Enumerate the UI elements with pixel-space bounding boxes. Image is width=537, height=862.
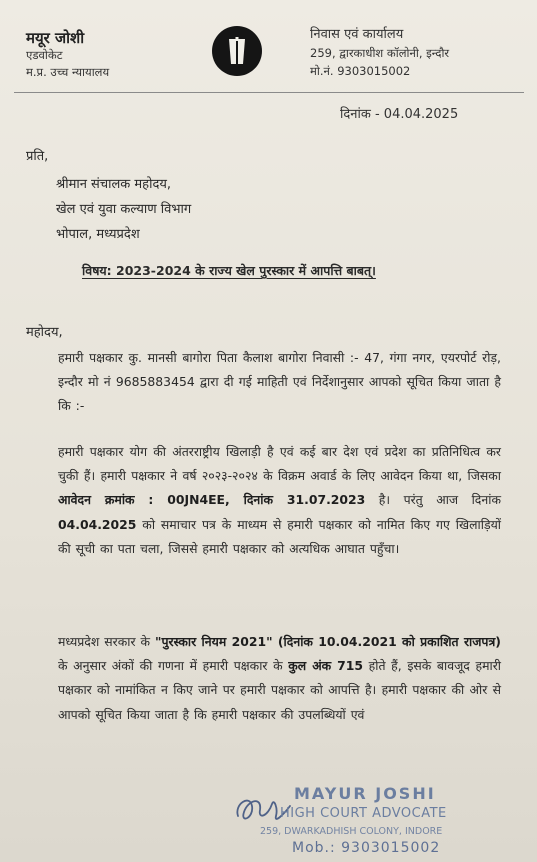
stamp-address: 259, DWARKADHISH COLONY, INDORE: [260, 826, 443, 837]
advocate-stamp: [232, 782, 532, 860]
to-label: प्रति,: [26, 149, 49, 164]
paragraph-2-text-2: है। परंतु आज दिनांक: [365, 492, 501, 508]
stamp-title: HIGH COURT ADVOCATE: [280, 806, 447, 821]
letter-date: दिनांक - 04.04.2025: [340, 107, 459, 122]
office-label: निवास एवं कार्यालय: [310, 27, 404, 42]
recipient-address: [56, 172, 191, 247]
office-mobile: मो.नं. 9303015002: [310, 64, 411, 78]
recipient-line-2: खेल एवं युवा कल्याण विभाग: [56, 202, 192, 217]
office-address: 259, द्वारकाधीश कॉलोनी, इन्दौर: [310, 46, 450, 60]
paragraph-2: [58, 440, 501, 561]
application-number: आवेदन क्रमांक : 00JN4EE, दिनांक 31.07.2023: [58, 492, 366, 508]
paragraph-3-text-3: होते हैं, इसके बावजूद हमारी पक्षकार को नामांकित न किए जाने पर हमारी पक्षकार को आपत्ति है। हमारी पक्षकार की ओर से आपको सूचित किया जाता है कि हमारी पक्षकार की उपलब्धियों एवं: [58, 658, 501, 722]
letterhead-right: [310, 26, 449, 80]
news-date: 04.04.2025: [58, 516, 137, 532]
paragraph-2-text-3: को समाचार पत्र के माध्यम से हमारी पक्षकार को नामित किए गए खिलाड़ियों की सूची का पता चला, जिससे हमारी पक्षकार को अत्यधिक आघात पहुँचा।: [58, 516, 501, 556]
advocate-title: एडवोकेट: [26, 48, 63, 62]
salutation: महोदय,: [26, 325, 63, 340]
recipient-line-3: भोपाल, मध्यप्रदेश: [56, 227, 140, 242]
recipient-line-1: श्रीमान संचालक महोदय,: [56, 177, 172, 192]
advocate-name: मयूर जोशी: [26, 29, 85, 47]
header-divider: [14, 92, 524, 93]
stamp-name: MAYUR JOSHI: [294, 784, 436, 803]
paragraph-3-text-1: मध्यप्रदेश सरकार के: [58, 634, 156, 649]
paragraph-3: [58, 630, 501, 727]
stamp-mobile: Mob.: 9303015002: [292, 840, 441, 856]
rules-reference: "पुरस्कार नियम 2021" (दिनांक 10.04.2021 को प्रकाशित राजपत्र): [155, 634, 501, 649]
subject-line: विषय: 2023-2024 के राज्य खेल पुरस्कार में आपत्ति बाबत्।: [82, 263, 376, 278]
court-name: म.प्र. उच्च न्यायालय: [26, 65, 110, 79]
paragraph-2-text-1: हमारी पक्षकार योग की अंतरराष्ट्रीय खिलाड़ी है एवं कई बार देश एवं प्रदेश का प्रतिनिधित्व कर चुकी हैं। हमारी पक्षकार ने वर्ष २०२३-२०२४ के विक्रम अवार्ड के लिए आवेदन किया था, जिसका: [58, 444, 501, 484]
total-marks: कुल अंक 715: [288, 658, 364, 674]
advocate-band-emblem-icon: [212, 26, 262, 76]
paragraph-1: हमारी पक्षकार कु. मानसी बागोरा पिता कैलाश बागोरा निवासी :- 47, गंगा नगर, एयरपोर्ट रोड़, इन्दौर मो नं 9685883454 द्वारा दी गई माहिती एवं निर्देशानुसार आपको सूचित किया जाता है कि :-: [58, 350, 501, 414]
letterhead-left: [26, 30, 109, 81]
paragraph-3-text-2: के अनुसार अंकों की गणना में हमारी पक्षकार के: [58, 658, 289, 674]
